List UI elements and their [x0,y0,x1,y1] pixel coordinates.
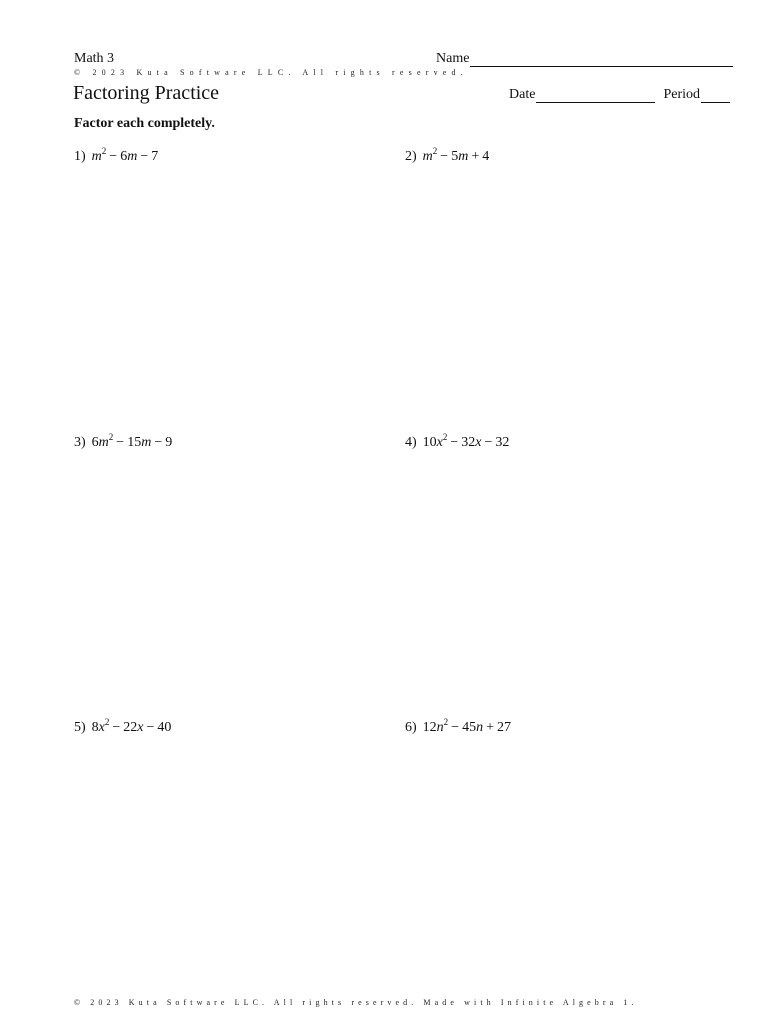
operator: − [116,435,125,450]
copyright-notice-top: © 2023 Kuta Software LLC. All rights reserved. [74,68,468,77]
problem-number: 4) [405,435,417,450]
operator: + [486,720,494,735]
period-label: Period [663,87,700,102]
problem-4 [405,432,510,451]
period-blank-line[interactable] [701,89,730,103]
variable: x [98,720,105,735]
problem-number: 6) [405,720,417,735]
leading-coefficient: 12 [422,720,437,735]
exponent: 2 [101,146,107,156]
variable: m [98,435,109,450]
operator: − [112,720,121,735]
middle-coefficient: 32 [461,435,476,450]
problem-number: 2) [405,149,417,164]
name-label: Name [436,51,470,66]
exponent: 2 [104,717,110,727]
problem-1 [74,146,159,165]
problem-number: 3) [74,435,86,450]
problem-number: 1) [74,149,86,164]
name-field[interactable] [436,51,733,67]
instructions: Factor each completely. [74,116,215,131]
exponent: 2 [432,146,438,156]
name-blank-line[interactable] [470,53,733,67]
copyright-notice-bottom: © 2023 Kuta Software LLC. All rights reserved. Made with Infinite Algebra 1. [74,998,638,1007]
variable: m [91,149,102,164]
variable: x [475,435,482,450]
leading-coefficient: 6 [91,435,99,450]
operator: − [140,149,149,164]
exponent: 2 [442,432,448,442]
operator: − [109,149,118,164]
variable: n [476,720,484,735]
constant-term: 27 [496,720,511,735]
variable: x [137,720,144,735]
operator: − [154,435,163,450]
middle-coefficient: 22 [123,720,138,735]
problem-3 [74,432,173,451]
constant-term: 4 [482,149,490,164]
variable: m [458,149,469,164]
exponent: 2 [443,717,449,727]
operator: − [440,149,449,164]
constant-term: 40 [157,720,172,735]
middle-coefficient: 15 [127,435,142,450]
operator: + [471,149,480,164]
variable: m [127,149,138,164]
date-label: Date [509,87,536,102]
course-name: Math 3 [74,51,115,66]
constant-term: 7 [151,149,159,164]
operator: − [146,720,155,735]
middle-coefficient: 5 [451,149,459,164]
variable: n [436,720,444,735]
leading-coefficient: 8 [91,720,99,735]
operator: − [450,435,459,450]
operator: − [484,435,493,450]
middle-coefficient: 6 [120,149,128,164]
exponent: 2 [108,432,114,442]
variable: m [422,149,433,164]
constant-term: 32 [495,435,510,450]
operator: − [451,720,460,735]
variable: m [141,435,152,450]
problem-5 [74,717,172,736]
problem-number: 5) [74,720,86,735]
leading-coefficient: 10 [422,435,437,450]
problem-2 [405,146,490,165]
middle-coefficient: 45 [462,720,477,735]
worksheet-title: Factoring Practice [73,82,220,104]
date-blank-line[interactable] [536,89,655,103]
variable: x [436,435,443,450]
problem-6 [405,717,511,736]
constant-term: 9 [165,435,173,450]
date-period-fields [509,87,730,103]
